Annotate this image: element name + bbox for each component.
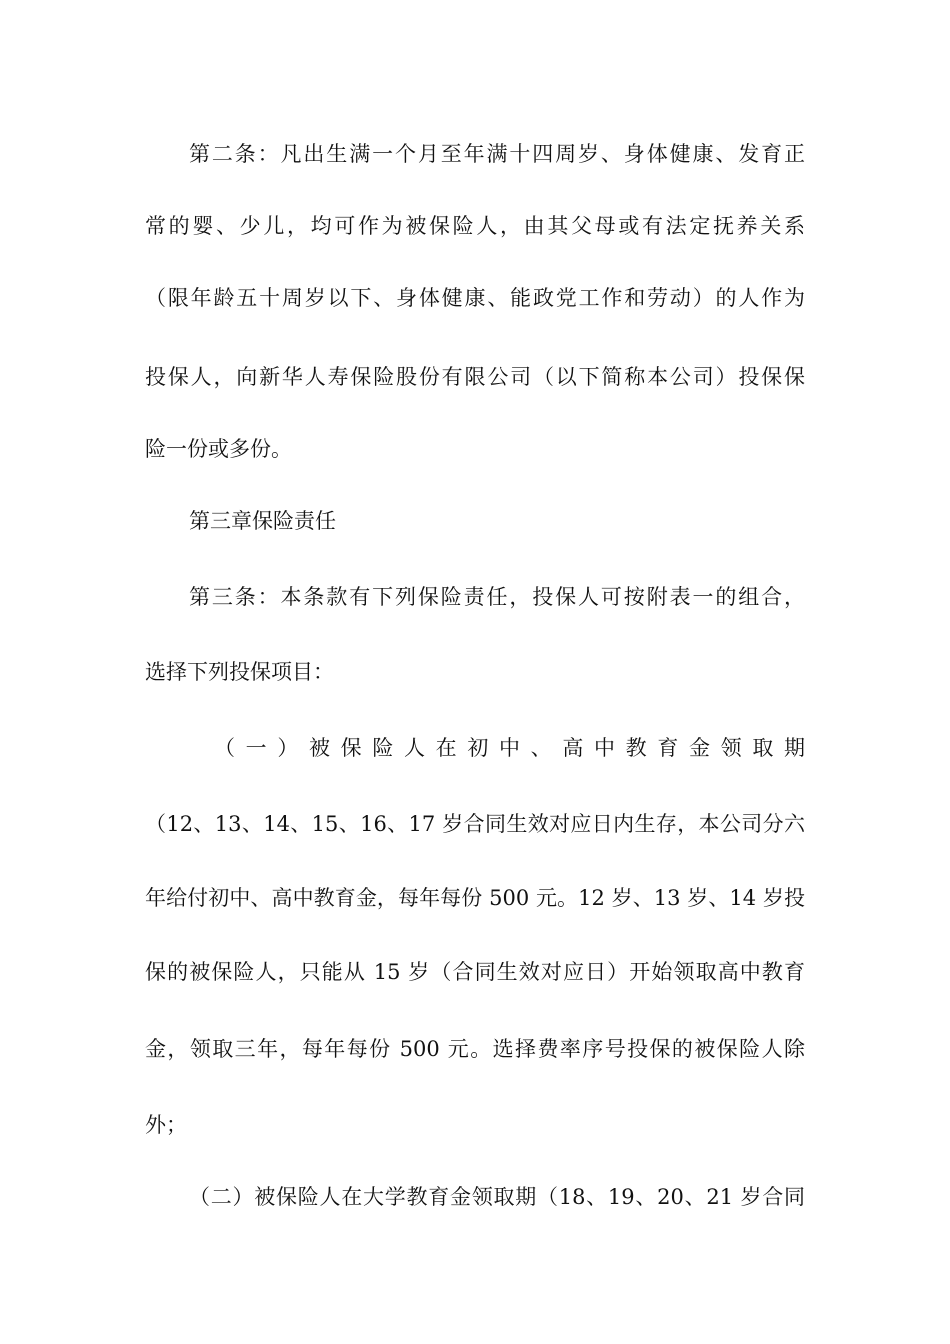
chapter-3-heading: 第三章保险责任	[189, 509, 336, 533]
article-2-line-1: 第二条：凡出生满一个月至年满十四周岁、身体健康、发育正	[189, 142, 805, 166]
item-1-line-3: 年给付初中、高中教育金，每年每份 500 元。12 岁、13 岁、14 岁投	[145, 886, 805, 910]
article-3-line-2: 选择下列投保项目：	[145, 660, 334, 684]
item-1-line-1: （一）被保险人在初中、高中教育金领取期	[214, 736, 805, 760]
item-2-line-1: （二）被保险人在大学教育金领取期（18、19、20、21 岁合同	[189, 1185, 805, 1209]
article-2-line-3: （限年龄五十周岁以下、身体健康、能政党工作和劳动）的人作为	[145, 286, 805, 310]
article-2-line-5: 险一份或多份。	[145, 437, 292, 461]
article-2-line-4: 投保人，向新华人寿保险股份有限公司（以下简称本公司）投保保	[145, 365, 805, 389]
item-1-line-6: 外；	[145, 1113, 187, 1137]
item-1-line-2: （12、13、14、15、16、17 岁合同生效对应日内生存，本公司分六	[145, 812, 805, 836]
article-2-line-2: 常的婴、少儿，均可作为被保险人，由其父母或有法定抚养关系	[145, 214, 805, 238]
item-1-line-5: 金，领取三年，每年每份 500 元。选择费率序号投保的被保险人除	[145, 1037, 805, 1061]
item-1-line-4: 保的被保险人，只能从 15 岁（合同生效对应日）开始领取高中教育	[145, 960, 805, 984]
article-3-line-1: 第三条：本条款有下列保险责任，投保人可按附表一的组合，	[189, 585, 805, 609]
